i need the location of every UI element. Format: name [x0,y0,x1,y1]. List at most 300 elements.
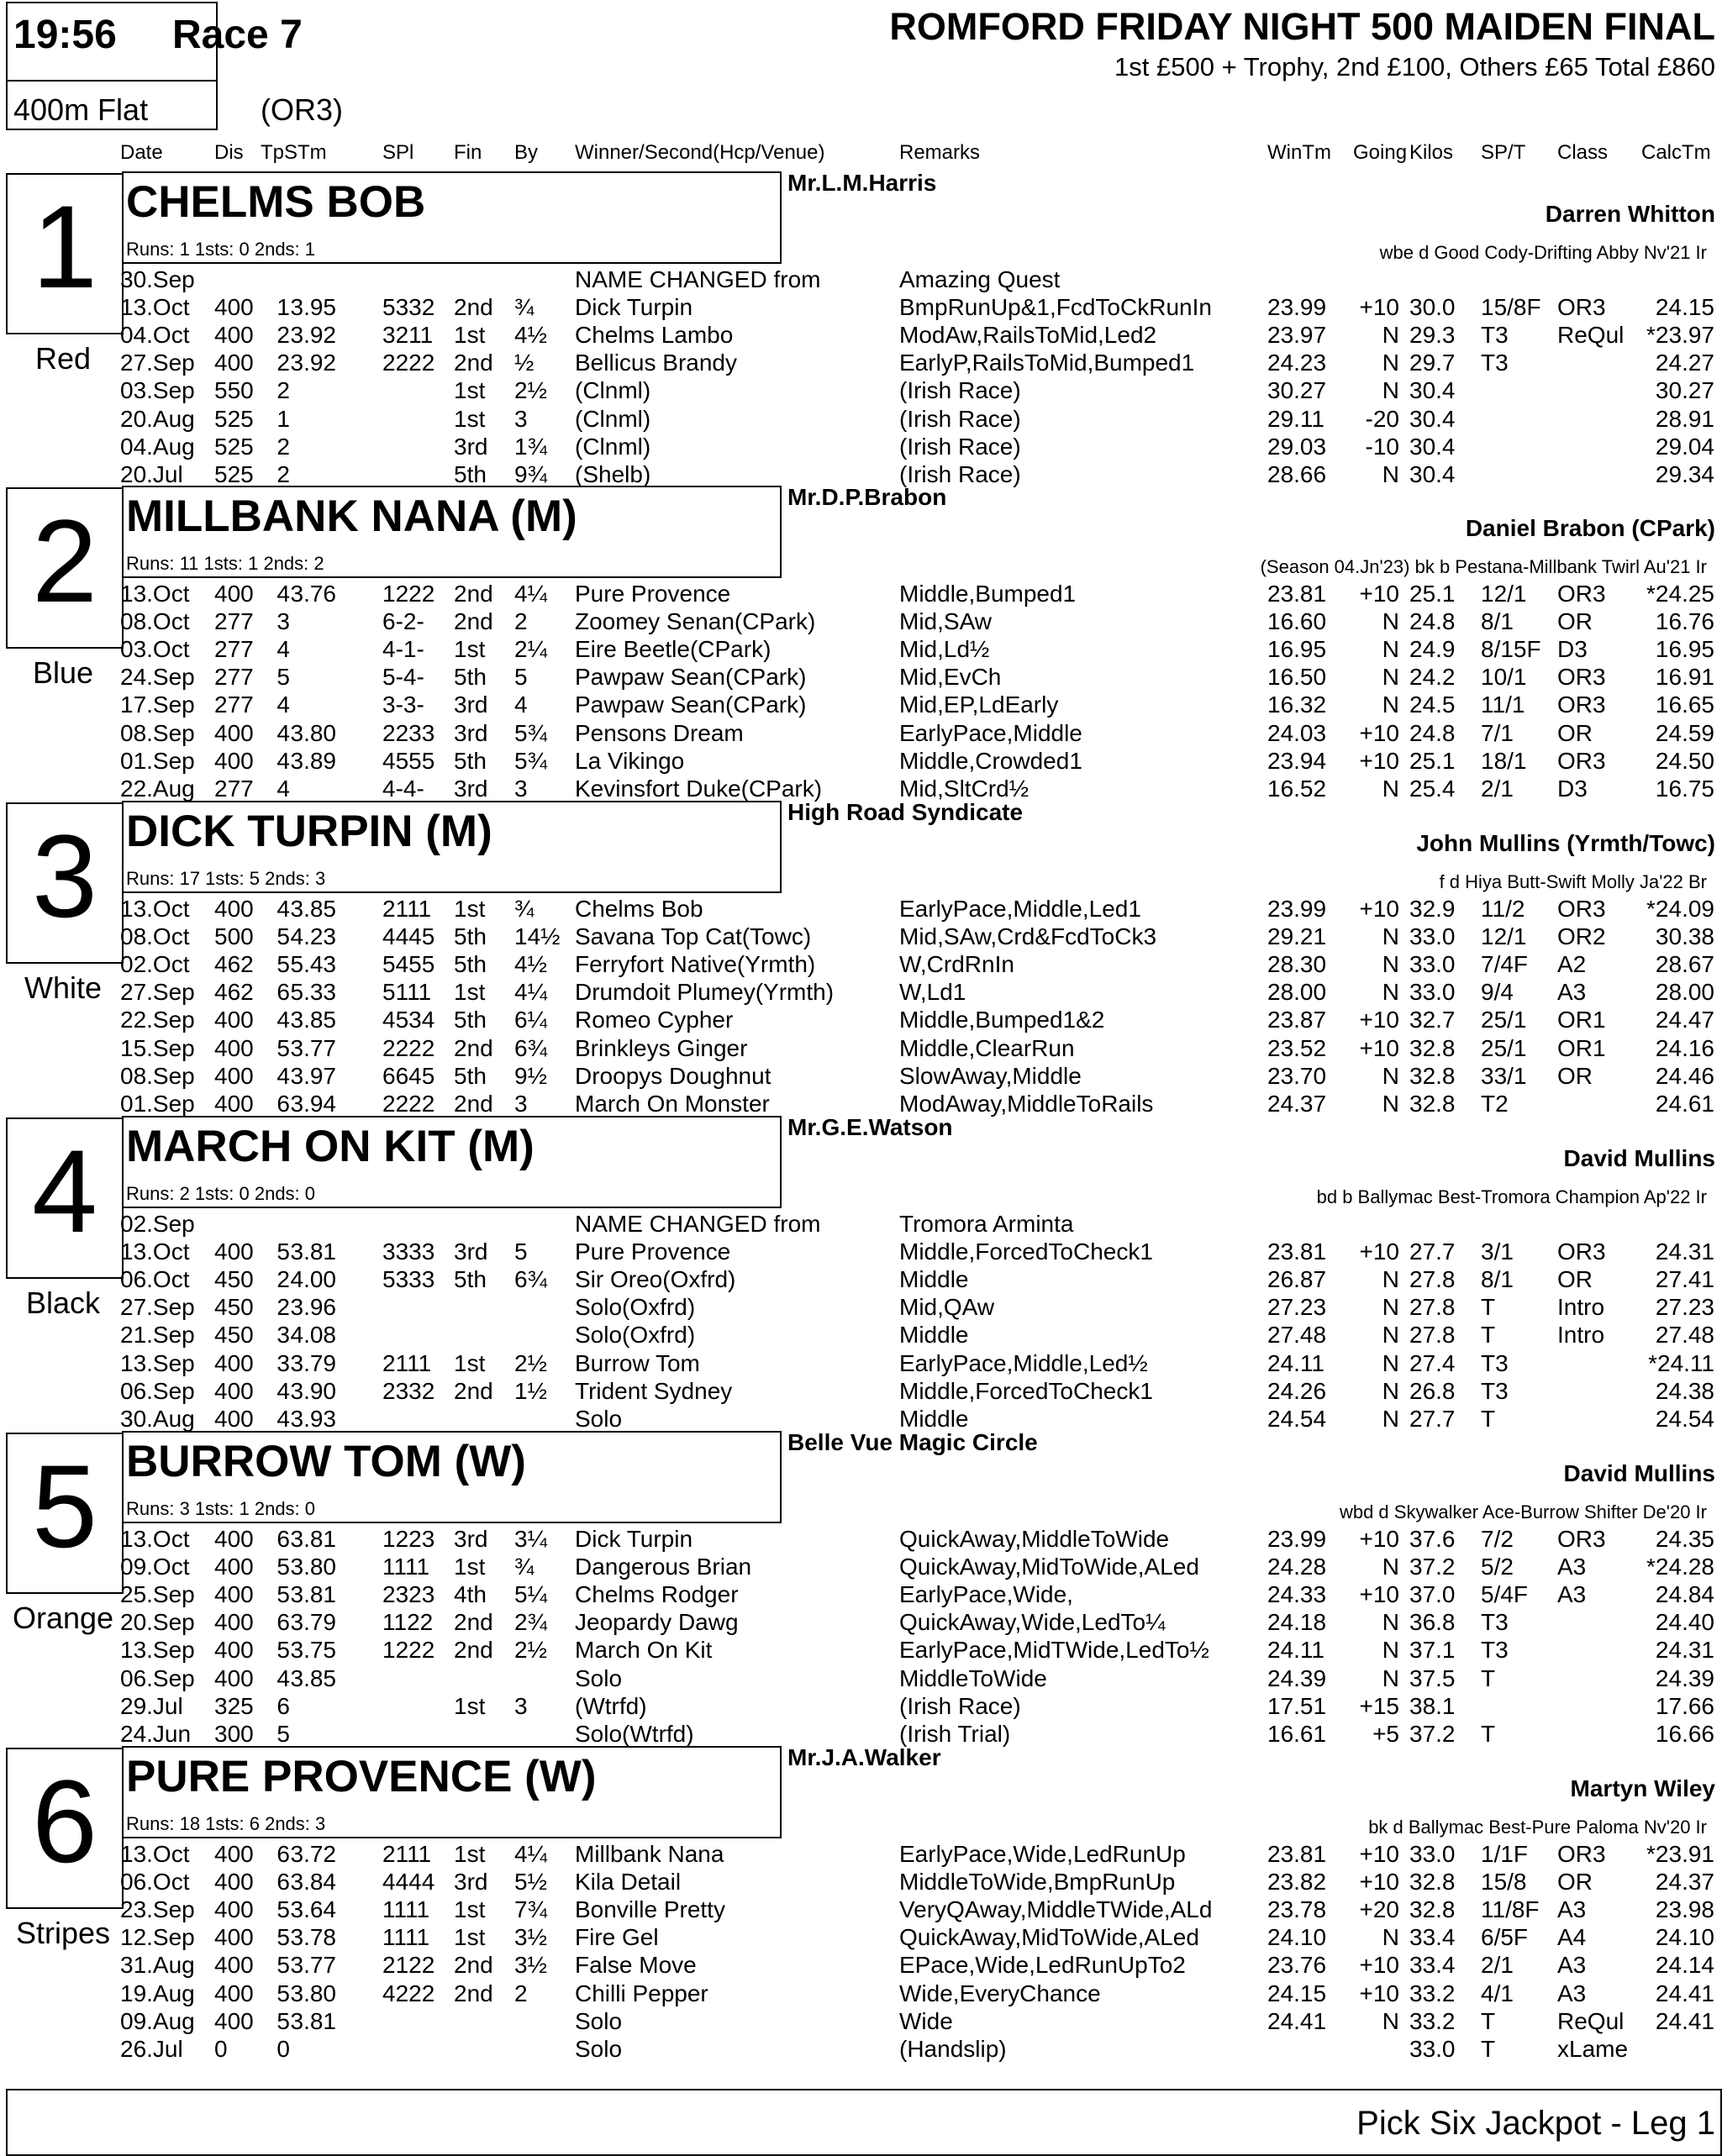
form-spl: 2111 [382,896,432,922]
form-dis: 277 [214,691,254,718]
form-remarks: Mid,SAw,Crd&FcdToCk3 [899,923,1157,950]
form-dis: 400 [214,1609,254,1636]
form-going: +10 [1359,1952,1399,1979]
form-trap: 3 [276,1349,290,1376]
form-stm: 3.95 [290,294,336,321]
form-spl: 5333 [382,1266,435,1293]
form-date: 09.Aug [120,2007,195,2034]
owner-name: High Road Syndicate [787,799,1024,825]
form-by: 4¼ [514,979,547,1006]
form-calc: 27.23 [1655,1294,1714,1321]
form-wintm: 16.32 [1267,691,1327,718]
form-kilos: 33.0 [1409,979,1456,1006]
form-dis: 400 [214,1841,254,1867]
form-kilos: 30.4 [1409,405,1456,432]
form-stm: 3.97 [290,1062,336,1089]
column-header: Winner/Second(Hcp/Venue) [575,141,825,164]
form-fin: 3rd [454,691,488,718]
owner-name: Mr.D.P.Brabon [787,484,947,510]
form-dis: 277 [214,775,254,802]
form-dis: 325 [214,1692,254,1719]
form-wintm: 24.37 [1267,1090,1327,1117]
trap-number: 6 [32,1755,97,1887]
form-sp: 2/1 [1481,775,1514,802]
race-grade: (OR3) [261,92,343,127]
form-going: N [1382,979,1399,1006]
form-dis: 400 [214,322,254,349]
form-kilos: 24.8 [1409,719,1456,746]
form-winner: Chelms Lambo [575,322,734,349]
form-trap: 5 [276,1554,290,1580]
form-fin: 3rd [454,1238,488,1265]
form-calc: 24.15 [1655,294,1714,321]
footer-text: Pick Six Jackpot - Leg 1 [1356,2105,1715,2142]
form-stm: 3.92 [290,350,336,376]
form-by: 3 [514,405,528,432]
form-winner: Millbank Nana [575,1841,724,1867]
form-dis: 277 [214,608,254,635]
form-dis: 400 [214,1896,254,1923]
form-wintm: 24.10 [1267,1924,1327,1951]
form-by: 5½ [514,1869,547,1896]
form-wintm: 23.81 [1267,1238,1327,1265]
column-header: WinTm [1267,141,1331,164]
form-winner: Pensons Dream [575,719,744,746]
form-spl: 2233 [382,719,435,746]
form-trap: 4 [276,691,290,718]
form-going: +10 [1359,1238,1399,1265]
form-winner: Burrow Tom [575,1349,700,1376]
form-trap: 6 [276,1869,290,1896]
form-kilos: 27.8 [1409,1294,1456,1321]
form-sp: T3 [1481,1349,1509,1376]
form-spl: 2222 [382,350,435,376]
form-by: 5 [514,1238,528,1265]
form-trap: 4 [276,1377,290,1404]
form-winner: (Wtrfd) [575,1692,647,1719]
form-kilos: 26.8 [1409,1377,1456,1404]
form-sp: 12/1 [1481,923,1527,950]
form-cls: OR2 [1557,923,1606,950]
form-date: 27.Sep [120,1294,195,1321]
form-kilos: 25.1 [1409,581,1456,607]
form-wintm: 24.11 [1267,1349,1324,1376]
form-winner: Solo [575,2035,623,2062]
form-trap: 6 [276,1841,290,1867]
form-wintm: 24.54 [1267,1405,1327,1432]
form-trap: 5 [276,1924,290,1951]
form-dis: 450 [214,1294,254,1321]
runs-summary: Runs: 3 1sts: 1 2nds: 0 [126,1498,316,1519]
form-sp: 18/1 [1481,747,1527,774]
column-header: Date [120,141,163,164]
form-cls: OR3 [1557,294,1606,321]
form-by: 3 [514,1090,528,1117]
breeding: bk d Ballymac Best-Pure Paloma Nv'20 Ir [1368,1817,1707,1838]
form-kilos: 37.2 [1409,1720,1456,1747]
form-cls: A3 [1557,1554,1587,1580]
form-kilos: 33.4 [1409,1952,1456,1979]
form-cls: ReQul [1557,322,1625,349]
form-sp: 10/1 [1481,664,1527,691]
form-winner: La Vikingo [575,747,685,774]
form-by: 6¼ [514,1007,547,1033]
form-cls: D3 [1557,636,1588,663]
form-calc: 24.41 [1655,2007,1714,2034]
column-header: Remarks [899,141,981,164]
form-winner: Trident Sydney [575,1377,733,1404]
form-date: 03.Sep [120,377,195,404]
form-wintm: 28.66 [1267,460,1327,487]
trainer-name: David Mullins [1563,1460,1715,1486]
form-calc: 24.31 [1655,1637,1714,1664]
form-winner: (Shelb) [575,460,651,487]
dog-name: CHELMS BOB [126,177,426,227]
form-spl: 4444 [382,1869,435,1896]
form-going: +10 [1359,896,1399,922]
form-wintm: 23.81 [1267,581,1327,607]
form-trap: 2 [276,460,290,487]
form-calc: 24.40 [1655,1609,1714,1636]
owner-name: Mr.L.M.Harris [787,170,937,196]
form-stm: 3.85 [290,896,336,922]
form-cls: OR3 [1557,747,1606,774]
form-fin: 2nd [454,1980,493,2006]
form-stm: 3.90 [290,1377,336,1404]
form-remarks: (Irish Race) [899,405,1021,432]
form-remarks: Middle [899,1405,969,1432]
form-winner: Solo [575,1405,623,1432]
dog-name: DICK TURPIN (M) [126,807,492,856]
form-kilos: 27.7 [1409,1238,1456,1265]
trap-colour: Stripes [15,1916,111,1950]
form-fin: 5th [454,1062,487,1089]
form-sp: T [1481,2035,1496,2062]
form-stm: 3.81 [290,1526,336,1552]
column-header: SP/T [1481,141,1526,164]
form-dis: 400 [214,1554,254,1580]
form-calc: 24.54 [1655,1405,1714,1432]
form-winner: Fire Gel [575,1924,659,1951]
form-remarks: Middle,Bumped1&2 [899,1007,1105,1033]
breeding: (Season 04.Jn'23) bk b Pestana-Millbank Twirl Au'21 Ir [1260,556,1707,577]
form-date: 13.Oct [120,294,190,321]
form-cls: OR [1557,1869,1593,1896]
form-fin: 1st [454,979,486,1006]
form-going: N [1382,1554,1399,1580]
form-sp: 12/1 [1481,581,1527,607]
form-remarks: Mid,EP,LdEarly [899,691,1059,718]
form-winner: (Clnml) [575,405,651,432]
form-trap: 4 [276,1007,290,1033]
form-calc: 24.39 [1655,1664,1714,1691]
form-date: 03.Oct [120,636,190,663]
form-calc: 24.38 [1655,1377,1714,1404]
form-fin: 1st [454,1349,486,1376]
form-by: 14½ [514,923,561,950]
form-spl: 3333 [382,1238,435,1265]
form-wintm: 16.52 [1267,775,1327,802]
form-date: 25.Sep [120,1581,195,1608]
form-trap: 4 [276,896,290,922]
form-going: N [1382,664,1399,691]
form-spl: 2222 [382,1090,435,1117]
form-remarks: Mid,QAw [899,1294,995,1321]
form-calc: 24.50 [1655,747,1714,774]
form-remarks: EarlyPace,Middle [899,719,1082,746]
form-going: +10 [1359,719,1399,746]
form-winner: Pawpaw Sean(CPark) [575,691,807,718]
form-sp: 8/15F [1481,636,1541,663]
form-kilos: 36.8 [1409,1609,1456,1636]
form-kilos: 29.7 [1409,350,1456,376]
form-winner: Dick Turpin [575,294,693,321]
form-cls: xLame [1557,2035,1629,2062]
form-remarks: Wide [899,2007,953,2034]
form-sp: 33/1 [1481,1062,1527,1089]
form-date: 06.Sep [120,1664,195,1691]
form-trap: 4 [276,1664,290,1691]
form-sp: 15/8F [1481,294,1541,321]
form-wintm: 27.48 [1267,1322,1327,1349]
form-spl: 4-1- [382,636,424,663]
form-spl: 2332 [382,1377,435,1404]
form-trap: 4 [276,636,290,663]
form-spl: 5455 [382,951,435,978]
form-kilos: 30.4 [1409,433,1456,460]
form-winner: Pure Provence [575,581,731,607]
form-dis: 400 [214,1349,254,1376]
form-cls: OR [1557,719,1593,746]
form-remarks: EarlyPace,MidTWide,LedTo½ [899,1637,1209,1664]
form-kilos: 25.1 [1409,747,1456,774]
form-kilos: 37.0 [1409,1581,1456,1608]
form-date: 02.Oct [120,951,190,978]
form-winner: Solo(Wtrfd) [575,1720,694,1747]
form-winner: Sir Oreo(Oxfrd) [575,1266,736,1293]
form-date: 20.Sep [120,1609,195,1636]
form-by: 2 [514,608,528,635]
form-by: ¾ [514,896,535,922]
form-stm: 3.72 [290,1841,336,1867]
form-kilos: 33.2 [1409,2007,1456,2034]
form-trap: 4 [276,581,290,607]
form-trap: 2 [276,377,290,404]
prize-money: 1st £500 + Trophy, 2nd £100, Others £65 Total £860 [1114,52,1715,82]
form-calc: 16.76 [1655,608,1714,635]
column-header: Dis [214,141,244,164]
form-wintm: 24.23 [1267,350,1327,376]
form-date: 01.Sep [120,1090,195,1117]
form-cls: OR3 [1557,664,1606,691]
form-cls: OR3 [1557,1238,1606,1265]
form-wintm: 26.87 [1267,1266,1327,1293]
form-dis: 400 [214,2007,254,2034]
form-wintm: 16.95 [1267,636,1327,663]
form-going: N [1382,322,1399,349]
trainer-name: David Mullins [1563,1145,1715,1171]
form-cls: OR3 [1557,691,1606,718]
form-spl: 1111 [382,1554,430,1580]
form-fin: 3rd [454,775,488,802]
form-calc: *24.11 [1648,1349,1714,1376]
runs-summary: Runs: 11 1sts: 1 2nds: 2 [126,553,324,574]
form-date: 20.Jul [120,460,183,487]
form-calc: 23.98 [1655,1896,1714,1923]
form-by: 2¾ [514,1609,547,1636]
form-stm: 3.77 [290,1034,336,1061]
form-calc: 24.37 [1655,1869,1714,1896]
form-kilos: 37.2 [1409,1554,1456,1580]
form-dis: 450 [214,1266,254,1293]
form-date: 24.Jun [120,1720,192,1747]
form-stm: 3.85 [290,1007,336,1033]
form-calc: 24.14 [1655,1952,1714,1979]
form-date: 02.Sep [120,1211,195,1237]
runs-summary: Runs: 17 1sts: 5 2nds: 3 [126,868,326,889]
form-spl: 4534 [382,1007,435,1033]
form-wintm: 23.70 [1267,1062,1327,1089]
form-wintm: 29.03 [1267,433,1327,460]
form-going: +10 [1359,1980,1399,2006]
form-winner: Solo(Oxfrd) [575,1294,696,1321]
form-calc: 24.84 [1655,1581,1714,1608]
form-sp: 5/2 [1481,1554,1514,1580]
form-remarks: VeryQAway,MiddleTWide,ALd [899,1896,1213,1923]
form-going: N [1382,691,1399,718]
form-trap: 6 [276,1609,290,1636]
form-kilos: 33.0 [1409,2035,1456,2062]
form-cls: A4 [1557,1924,1587,1951]
owner-name: Mr.J.A.Walker [787,1744,941,1770]
form-date: 08.Sep [120,1062,195,1089]
form-by: 2½ [514,1637,547,1664]
form-spl: 6-2- [382,608,424,635]
form-date: 15.Sep [120,1034,195,1061]
form-dis: 400 [214,581,254,607]
form-date: 13.Oct [120,1526,190,1552]
form-dis: 400 [214,1980,254,2006]
form-winner: Ferryfort Native(Yrmth) [575,951,816,978]
form-date: 13.Oct [120,1841,190,1867]
form-date: 08.Sep [120,719,195,746]
form-stm: 3.96 [290,1294,336,1321]
form-wintm: 23.78 [1267,1896,1327,1923]
form-cls: OR [1557,1266,1593,1293]
form-stm: 3.79 [290,1609,336,1636]
trainer-name: Martyn Wiley [1570,1775,1715,1801]
form-stm: 3.84 [290,1869,336,1896]
form-fin: 1st [454,1896,486,1923]
form-winner: Dick Turpin [575,1526,693,1552]
form-kilos: 32.8 [1409,1062,1456,1089]
form-wintm: 24.11 [1267,1637,1324,1664]
form-cls: OR1 [1557,1034,1606,1061]
form-date: 06.Oct [120,1266,190,1293]
form-going: +10 [1359,1526,1399,1552]
form-sp: T [1481,1664,1496,1691]
form-kilos: 33.0 [1409,923,1456,950]
breeding: bd b Ballymac Best-Tromora Champion Ap'22 Ir [1316,1186,1707,1207]
form-by: ¾ [514,1554,535,1580]
form-dis: 550 [214,377,254,404]
form-wintm: 24.39 [1267,1664,1327,1691]
form-remarks: Wide,EveryChance [899,1980,1101,2006]
form-sp: 9/4 [1481,979,1514,1006]
form-date: 13.Oct [120,581,190,607]
form-kilos: 37.5 [1409,1664,1456,1691]
form-remarks: ModAway,MiddleToRails [899,1090,1154,1117]
form-spl: 1222 [382,1637,435,1664]
form-calc: 24.59 [1655,719,1714,746]
form-date: 06.Oct [120,1869,190,1896]
form-remarks: EarlyPace,Wide, [899,1581,1073,1608]
form-sp: 25/1 [1481,1034,1527,1061]
form-dis: 400 [214,350,254,376]
form-fin: 5th [454,1007,487,1033]
form-winner: Bonville Pretty [575,1896,725,1923]
trap-colour: Orange [12,1601,114,1635]
form-calc: 16.91 [1655,664,1714,691]
form-remarks: Middle,Bumped1 [899,581,1077,607]
form-date: 23.Sep [120,1896,195,1923]
form-sp: 11/2 [1481,896,1525,922]
form-going: +10 [1359,1034,1399,1061]
form-wintm: 24.15 [1267,1980,1327,2006]
form-stm: 4.08 [290,1322,336,1349]
runs-summary: Runs: 18 1sts: 6 2nds: 3 [126,1813,326,1834]
form-kilos: 33.2 [1409,1980,1456,2006]
form-winner: Eire Beetle(CPark) [575,636,771,663]
form-cls: A3 [1557,1896,1587,1923]
form-kilos: 30.4 [1409,460,1456,487]
form-remarks: EarlyP,RailsToMid,Bumped1 [899,350,1195,376]
form-remarks: Middle,Crowded1 [899,747,1082,774]
form-spl: 5111 [382,979,432,1006]
form-trap: 2 [276,1294,290,1321]
form-winner: Pawpaw Sean(CPark) [575,664,807,691]
form-calc: 27.48 [1655,1322,1714,1349]
form-trap: 1 [276,405,290,432]
column-header: TpSTm [261,141,327,164]
form-spl: 1111 [382,1924,430,1951]
form-trap: 2 [276,350,290,376]
form-remarks: (Irish Race) [899,377,1021,404]
form-remarks: EPace,Wide,LedRunUpTo2 [899,1952,1186,1979]
form-by: 2½ [514,377,547,404]
form-trap: 3 [276,1322,290,1349]
form-sp: T [1481,1720,1496,1747]
form-spl: 1111 [382,1896,430,1923]
form-kilos: 32.9 [1409,896,1456,922]
form-going: N [1382,1349,1399,1376]
form-stm: 3.81 [290,1581,336,1608]
form-spl: 1122 [382,1609,434,1636]
trap-colour: Blue [32,655,94,690]
form-dis: 400 [214,1526,254,1552]
form-dis: 400 [214,719,254,746]
form-wintm: 23.82 [1267,1869,1327,1896]
form-cls: A3 [1557,1581,1587,1608]
form-fin: 1st [454,1554,486,1580]
form-kilos: 32.7 [1409,1007,1456,1033]
form-stm: 3.64 [290,1896,336,1923]
form-wintm: 29.11 [1267,405,1324,432]
form-fin: 3rd [454,1526,488,1552]
form-calc: 28.91 [1655,405,1714,432]
form-fin: 2nd [454,608,493,635]
column-header: Class [1557,141,1609,164]
